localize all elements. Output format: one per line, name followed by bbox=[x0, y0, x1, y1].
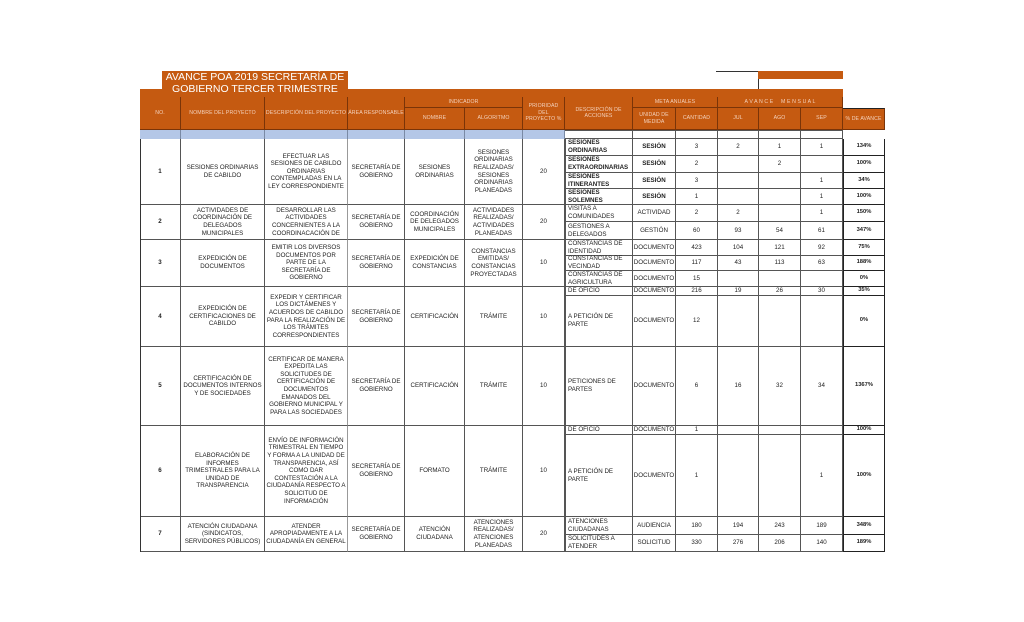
project-name: ACTIVIDADES DE COORDINACIÓN DE DELEGADOS MUNICIPALES bbox=[181, 205, 265, 240]
progress-sep: 1 bbox=[801, 173, 843, 189]
spacer-cell bbox=[140, 130, 181, 139]
decor-orange-bar bbox=[758, 71, 843, 79]
progress-jul bbox=[718, 173, 759, 189]
progress-sep: 63 bbox=[801, 256, 843, 271]
percent-progress: 100% bbox=[843, 435, 885, 517]
percent-progress: 34% bbox=[843, 173, 885, 189]
header-pct-avance: % DE AVANCE bbox=[843, 108, 885, 130]
spacer-cell bbox=[348, 130, 405, 139]
header-prioridad: PRIORIDAD DEL PROYECTO % bbox=[523, 97, 565, 130]
action-description: CONSTANCIAS DE VECINDAD bbox=[565, 256, 633, 271]
unit-of-measure: DOCUMENTO bbox=[633, 347, 676, 426]
action-description: PETICIONES DE PARTES bbox=[565, 347, 633, 426]
progress-jul: 104 bbox=[718, 240, 759, 256]
action-description: SESIONES EXTRAORDINARIAS bbox=[565, 156, 633, 173]
project-number: 4 bbox=[140, 287, 181, 347]
indicator-name: COORDINACIÓN DE DELEGADOS MUNICIPALES bbox=[405, 205, 465, 240]
header-cantidad: CANTIDAD bbox=[676, 108, 718, 130]
progress-jul: 2 bbox=[718, 205, 759, 222]
project-description: EXPEDIR Y CERTIFICAR LOS DICTÁMENES Y ACUERDOS DE CABILDO PARA LA REALIZACIÓN DE LOS TRÁMITES CORRESPONDIENTES bbox=[265, 287, 348, 347]
progress-jul bbox=[718, 156, 759, 173]
header-ago: AGO bbox=[759, 108, 801, 130]
percent-progress: 134% bbox=[843, 139, 885, 156]
project-number: 2 bbox=[140, 205, 181, 240]
indicator-algorithm: CONSTANCIAS EMITIDAS/ CONSTANCIAS PROYECTADAS bbox=[465, 240, 523, 287]
indicator-algorithm: SESIONES ORDINARIAS REALIZADAS/ SESIONES ORDINARIAS PLANEADAS bbox=[465, 139, 523, 205]
indicator-name: EXPEDICIÓN DE CONSTANCIAS bbox=[405, 240, 465, 287]
unit-of-measure: ACTIVIDAD bbox=[633, 205, 676, 222]
annual-quantity: 1 bbox=[676, 435, 718, 517]
annual-quantity: 3 bbox=[676, 173, 718, 189]
progress-jul: 93 bbox=[718, 222, 759, 240]
project-name: ELABORACIÓN DE INFORMES TRIMESTRALES PARA LA UNIDAD DE TRANSPARENCIA bbox=[181, 426, 265, 517]
spacer-cell bbox=[523, 130, 565, 139]
unit-of-measure: SESIÓN bbox=[633, 189, 676, 205]
decor-line bbox=[716, 71, 758, 72]
annual-quantity: 1 bbox=[676, 426, 718, 435]
percent-progress: 189% bbox=[843, 535, 885, 552]
indicator-name: CERTIFICACIÓN bbox=[405, 347, 465, 426]
unit-of-measure: SESIÓN bbox=[633, 139, 676, 156]
project-name: CERTIFICACIÓN DE DOCUMENTOS INTERNOS Y DE SOCIEDADES bbox=[181, 347, 265, 426]
report-title bbox=[162, 71, 348, 95]
progress-sep: 61 bbox=[801, 222, 843, 240]
progress-sep: 1 bbox=[801, 435, 843, 517]
action-description: VISITAS A COMUNIDADES bbox=[565, 205, 633, 222]
progress-ago bbox=[759, 189, 801, 205]
progress-jul: 194 bbox=[718, 517, 759, 535]
percent-progress: 1367% bbox=[843, 347, 885, 426]
unit-of-measure: GESTIÓN bbox=[633, 222, 676, 240]
header-jul: JUL bbox=[718, 108, 759, 130]
header-no: NO. bbox=[140, 97, 181, 130]
progress-ago: 26 bbox=[759, 287, 801, 296]
progress-sep bbox=[801, 156, 843, 173]
header-indicador-nombre: NOMBRE bbox=[405, 108, 465, 130]
header-indicador: INDICADOR bbox=[405, 97, 523, 108]
project-area: SECRETARÍA DE GOBIERNO bbox=[348, 240, 405, 287]
progress-jul: 43 bbox=[718, 256, 759, 271]
percent-progress: 347% bbox=[843, 222, 885, 240]
unit-of-measure: SOLICITUD bbox=[633, 535, 676, 552]
progress-sep: 1 bbox=[801, 189, 843, 205]
spacer-cell bbox=[181, 130, 265, 139]
header-avance-mensual: A V A N C E M E N S U A L bbox=[718, 97, 843, 108]
header-descripcion-acciones: DESCRIPCIÓN DE ACCIONES bbox=[565, 97, 633, 130]
project-description: EFECTUAR LAS SESIONES DE CABILDO ORDINARIAS CONTEMPLADAS EN LA LEY CORRESPONDIENTE bbox=[265, 139, 348, 205]
project-area: SECRETARÍA DE GOBIERNO bbox=[348, 139, 405, 205]
annual-quantity: 330 bbox=[676, 535, 718, 552]
spacer-cell bbox=[465, 130, 523, 139]
action-description: CONSTANCIAS DE IDENTIDAD bbox=[565, 240, 633, 256]
project-priority: 10 bbox=[523, 240, 565, 287]
spacer-cell bbox=[676, 130, 718, 139]
annual-quantity: 216 bbox=[676, 287, 718, 296]
project-name: EXPEDICIÓN DE DOCUMENTOS bbox=[181, 240, 265, 287]
title-line-2: GOBIERNO TERCER TRIMESTRE bbox=[162, 83, 348, 95]
indicator-algorithm: TRÁMITE bbox=[465, 287, 523, 347]
spacer-cell bbox=[801, 130, 843, 139]
progress-sep bbox=[801, 426, 843, 435]
progress-sep: 1 bbox=[801, 139, 843, 156]
progress-ago: 32 bbox=[759, 347, 801, 426]
unit-of-measure: SESIÓN bbox=[633, 173, 676, 189]
progress-jul bbox=[718, 189, 759, 205]
progress-ago: 54 bbox=[759, 222, 801, 240]
header-nombre-proyecto: NOMBRE DEL PROYECTO bbox=[181, 97, 265, 130]
project-priority: 20 bbox=[523, 517, 565, 552]
project-area: SECRETARÍA DE GOBIERNO bbox=[348, 347, 405, 426]
unit-of-measure: DOCUMENTO bbox=[633, 256, 676, 271]
unit-of-measure: DOCUMENTO bbox=[633, 426, 675, 434]
spacer-cell bbox=[718, 130, 759, 139]
indicator-name: CERTIFICACIÓN bbox=[405, 287, 465, 347]
progress-jul: 2 bbox=[718, 139, 759, 156]
project-priority: 10 bbox=[523, 426, 565, 517]
spacer-cell bbox=[405, 130, 465, 139]
project-description: ATENDER APROPIADAMENTE A LA CIUDADANÍA EN GENERAL bbox=[265, 517, 348, 552]
project-priority: 20 bbox=[523, 205, 565, 240]
action-description: DE OFICIO bbox=[565, 426, 633, 435]
progress-ago: 243 bbox=[759, 517, 801, 535]
percent-progress: 150% bbox=[843, 205, 885, 222]
header-indicador-algoritmo: ALGORITMO bbox=[465, 108, 523, 130]
progress-jul bbox=[718, 271, 759, 287]
indicator-name: SESIONES ORDINARIAS bbox=[405, 139, 465, 205]
project-area: SECRETARÍA DE GOBIERNO bbox=[348, 517, 405, 552]
progress-ago: 121 bbox=[759, 240, 801, 256]
project-description: CERTIFICAR DE MANERA EXPEDITA LAS SOLICITUDES DE CERTIFICACIÓN DE DOCUMENTOS EMANADOS DEL GOBIERNO MUNICIPAL Y PARA LAS SOCIEDADES bbox=[265, 347, 348, 426]
indicator-name: FORMATO bbox=[405, 426, 465, 517]
project-description: DESARROLLAR LAS ACTIVIDADES CONCERNIENTES A LA COORDINACACIÓN DE bbox=[265, 205, 348, 240]
project-number: 1 bbox=[140, 139, 181, 205]
project-area: SECRETARÍA DE GOBIERNO bbox=[348, 426, 405, 517]
unit-of-measure: SESIÓN bbox=[633, 156, 676, 173]
action-description: ATENCIONES CIUDADANAS bbox=[565, 517, 633, 535]
unit-of-measure: DOCUMENTO bbox=[633, 240, 676, 256]
unit-of-measure: DOCUMENTO bbox=[633, 271, 676, 287]
project-area: SECRETARÍA DE GOBIERNO bbox=[348, 287, 405, 347]
percent-progress: 100% bbox=[843, 426, 885, 435]
project-name: SESIONES ORDINARIAS DE CABILDO bbox=[181, 139, 265, 205]
project-name: EXPEDICIÓN DE CERTIFICACIONES DE CABILDO bbox=[181, 287, 265, 347]
progress-ago bbox=[759, 205, 801, 222]
progress-ago bbox=[759, 426, 801, 435]
unit-of-measure: AUDIENCIA bbox=[633, 517, 676, 535]
annual-quantity: 6 bbox=[676, 347, 718, 426]
action-description: A PETICIÓN DE PARTE bbox=[565, 296, 633, 347]
header-descripcion-proyecto: DESCRIPCIÓN DEL PROYECTO bbox=[265, 97, 348, 130]
action-description: SOLICITUDES A ATENDER bbox=[565, 535, 633, 552]
progress-sep bbox=[801, 296, 843, 347]
annual-quantity: 3 bbox=[676, 139, 718, 156]
annual-quantity: 117 bbox=[676, 256, 718, 271]
progress-jul: 19 bbox=[718, 287, 759, 296]
annual-quantity: 15 bbox=[676, 271, 718, 287]
decor-line bbox=[758, 79, 759, 89]
spacer-cell bbox=[759, 130, 801, 139]
progress-sep bbox=[801, 271, 843, 287]
project-number: 6 bbox=[140, 426, 181, 517]
unit-of-measure: DOCUMENTO bbox=[633, 287, 675, 295]
indicator-algorithm: TRÁMITE bbox=[465, 426, 523, 517]
project-number: 3 bbox=[140, 240, 181, 287]
annual-quantity: 423 bbox=[676, 240, 718, 256]
progress-ago bbox=[759, 271, 801, 287]
progress-ago bbox=[759, 173, 801, 189]
progress-ago: 113 bbox=[759, 256, 801, 271]
percent-progress: 348% bbox=[843, 517, 885, 535]
progress-sep: 34 bbox=[801, 347, 843, 426]
project-description: EMITIR LOS DIVERSOS DOCUMENTOS POR PARTE DE LA SECRETARÍA DE GOBIERNO bbox=[265, 240, 348, 287]
header-meta-anuales: META ANUALES bbox=[633, 97, 718, 108]
project-priority: 10 bbox=[523, 287, 565, 347]
project-number: 7 bbox=[140, 517, 181, 552]
title-line-1: AVANCE POA 2019 SECRETARÍA DE bbox=[165, 71, 345, 83]
annual-quantity: 1 bbox=[676, 189, 718, 205]
progress-sep: 1 bbox=[801, 205, 843, 222]
action-description: GESTIONES A DELEGADOS bbox=[565, 222, 633, 240]
project-priority: 10 bbox=[523, 347, 565, 426]
action-description: DE OFICIO bbox=[565, 287, 633, 296]
percent-progress: 100% bbox=[843, 156, 885, 173]
progress-sep: 189 bbox=[801, 517, 843, 535]
header-sep: SEP bbox=[801, 108, 843, 130]
indicator-algorithm: ATENCIONES REALIZADAS/ ATENCIONES PLANEADAS bbox=[465, 517, 523, 552]
progress-jul: 276 bbox=[718, 535, 759, 552]
progress-jul: 16 bbox=[718, 347, 759, 426]
header-unidad-medida: UNIDAD DE MEDIDA bbox=[633, 108, 676, 130]
spacer-cell bbox=[565, 130, 633, 139]
progress-sep: 30 bbox=[801, 287, 843, 296]
project-area: SECRETARÍA DE GOBIERNO bbox=[348, 205, 405, 240]
progress-jul bbox=[718, 435, 759, 517]
annual-quantity: 180 bbox=[676, 517, 718, 535]
percent-progress: 0% bbox=[843, 271, 885, 287]
action-description: SESIONES ORDINARIAS bbox=[565, 139, 633, 156]
percent-progress: 75% bbox=[843, 240, 885, 256]
progress-sep: 140 bbox=[801, 535, 843, 552]
progress-sep: 92 bbox=[801, 240, 843, 256]
percent-progress: 100% bbox=[843, 189, 885, 205]
table-left-border bbox=[140, 139, 141, 552]
progress-ago: 206 bbox=[759, 535, 801, 552]
indicator-algorithm: ACTIVIDADES REALIZADAS/ ACTIVIDADES PLANEADAS bbox=[465, 205, 523, 240]
action-description: A PETICIÓN DE PARTE bbox=[565, 435, 633, 517]
project-priority: 20 bbox=[523, 139, 565, 205]
action-description: SESIONES SOLEMNES bbox=[565, 189, 633, 205]
indicator-name: ATENCIÓN CIUDADANA bbox=[405, 517, 465, 552]
spacer-cell bbox=[265, 130, 348, 139]
action-description: CONSTANCIAS DE AGRICULTURA bbox=[565, 271, 633, 287]
header-area-responsable: ÁREA RESPONSABLE bbox=[348, 97, 405, 130]
annual-quantity: 2 bbox=[676, 156, 718, 173]
annual-quantity: 2 bbox=[676, 205, 718, 222]
percent-progress: 0% bbox=[843, 296, 885, 347]
unit-of-measure: DOCUMENTO bbox=[633, 296, 676, 347]
progress-ago: 1 bbox=[759, 139, 801, 156]
annual-quantity: 12 bbox=[676, 296, 718, 347]
project-number: 5 bbox=[140, 347, 181, 426]
unit-of-measure: DOCUMENTO bbox=[633, 435, 676, 517]
annual-quantity: 60 bbox=[676, 222, 718, 240]
progress-ago: 2 bbox=[759, 156, 801, 173]
progress-ago bbox=[759, 435, 801, 517]
project-description: ENVÍO DE INFORMACIÓN TRIMESTRAL EN TIEMPO Y FORMA A LA UNIDAD DE TRANSPARENCIA, ASÍ COMO DAR CONTESTACIÓN A LA CIUDADANÍA RESPECTO A SOLICITUD DE INFORMACIÓN bbox=[265, 426, 348, 517]
progress-ago bbox=[759, 296, 801, 347]
percent-progress: 188% bbox=[843, 256, 885, 271]
percent-progress: 35% bbox=[843, 287, 885, 296]
indicator-algorithm: TRÁMITE bbox=[465, 347, 523, 426]
progress-jul bbox=[718, 426, 759, 435]
action-description: SESIONES ITINERANTES bbox=[565, 173, 633, 189]
spacer-cell bbox=[633, 130, 676, 139]
progress-jul bbox=[718, 296, 759, 347]
project-name: ATENCIÓN CIUDADANA (SINDICATOS, SERVIDORES PÚBLICOS) bbox=[181, 517, 265, 552]
